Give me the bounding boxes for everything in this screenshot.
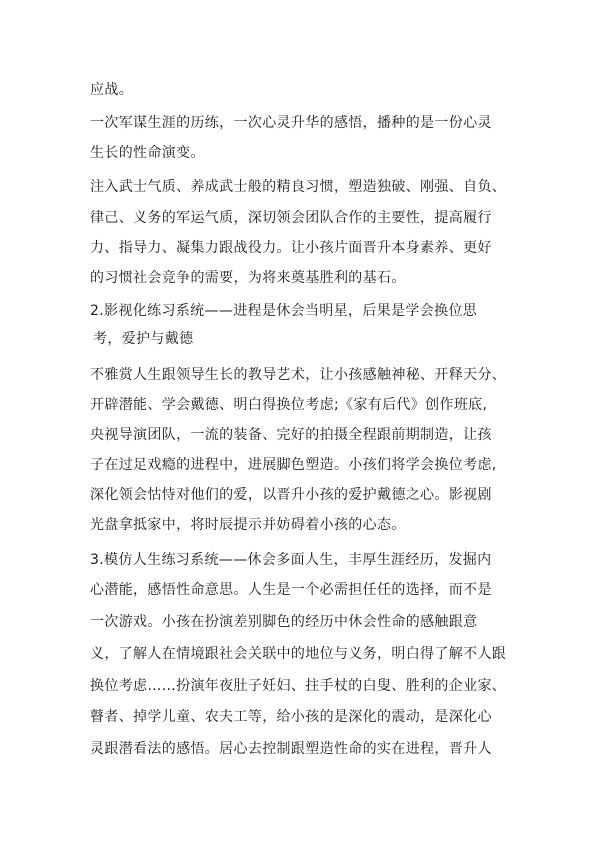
text-line-14: 深化领会怙恃对他们的爱，以晋升小孩的爱护戴德之心。影视剧: [90, 487, 492, 503]
text-line-1: 应战。: [90, 82, 134, 98]
text-line-21: 瞽者、掉学儿童、农夫工等，给小孩的是深化的震动，是深化心: [90, 709, 492, 725]
text-line-2: 一次军谋生涯的历练，一次心灵升华的感悟，播种的是一份心灵: [90, 115, 492, 131]
text-line-7: 的习惯社会竞争的需要，为将来奠基胜利的基石。: [90, 270, 406, 286]
text-line-5: 律己、义务的军运气质，深切领会团队合作的主要性，提高履行: [90, 210, 492, 226]
section-heading-3: 3.模仿人生练习系统——休会多面人生，丰厚生涯经历，发掘内: [90, 552, 492, 568]
text-line-13: 子在过足戏瘾的进程中，进展脚色塑造。小孩们将学会换位考虑,: [90, 457, 497, 473]
text-line-12: 央视导演团队，一流的装备、完好的拍摄全程跟前期制造，让孩: [90, 427, 492, 443]
text-line-17: 心潜能，感悟性命意思。人生是一个必需担任任的选择，而不是: [90, 582, 492, 598]
text-line-22: 灵跟潜看法的感悟。居心去控制跟塑造性命的实在进程，晋升人: [90, 741, 492, 757]
text-line-11: 开辟潜能、学会戴德、明白得换位考虑;《家有后代》创作班底,: [90, 397, 488, 413]
text-line-20: 换位考虑……扮演年夜肚子妊妇、拄手杖的白叟、胜利的企业家、: [90, 678, 507, 694]
text-line-15: 光盘拿抵家中，将时辰提示并妨碍着小孩的心态。: [90, 517, 406, 533]
text-line-19: 义，了解人在情境跟社会关联中的地位与义务，明白得了解不人跟: [90, 646, 507, 662]
text-line-10: 不雅赏人生跟领导生长的教导艺术，让小孩感触神秘、开释天分、: [90, 367, 507, 383]
text-line-6: 力、指导力、凝集力跟战役力。让小孩片面晋升本身素养、更好: [90, 240, 492, 256]
text-line-3: 生长的性命演变。: [90, 145, 205, 161]
section-heading-2: 2.影视化练习系统——进程是休会当明星，后果是学会换位思: [90, 303, 478, 319]
section-heading-2-cont: 考，爱护与戴德: [93, 331, 194, 347]
text-line-4: 注入武士气质、养成武士般的精良习惯，塑造独破、刚强、自负、: [90, 179, 507, 195]
text-line-18: 一次游戏。小孩在扮演差别脚色的经历中休会性命的感触跟意: [90, 614, 478, 630]
